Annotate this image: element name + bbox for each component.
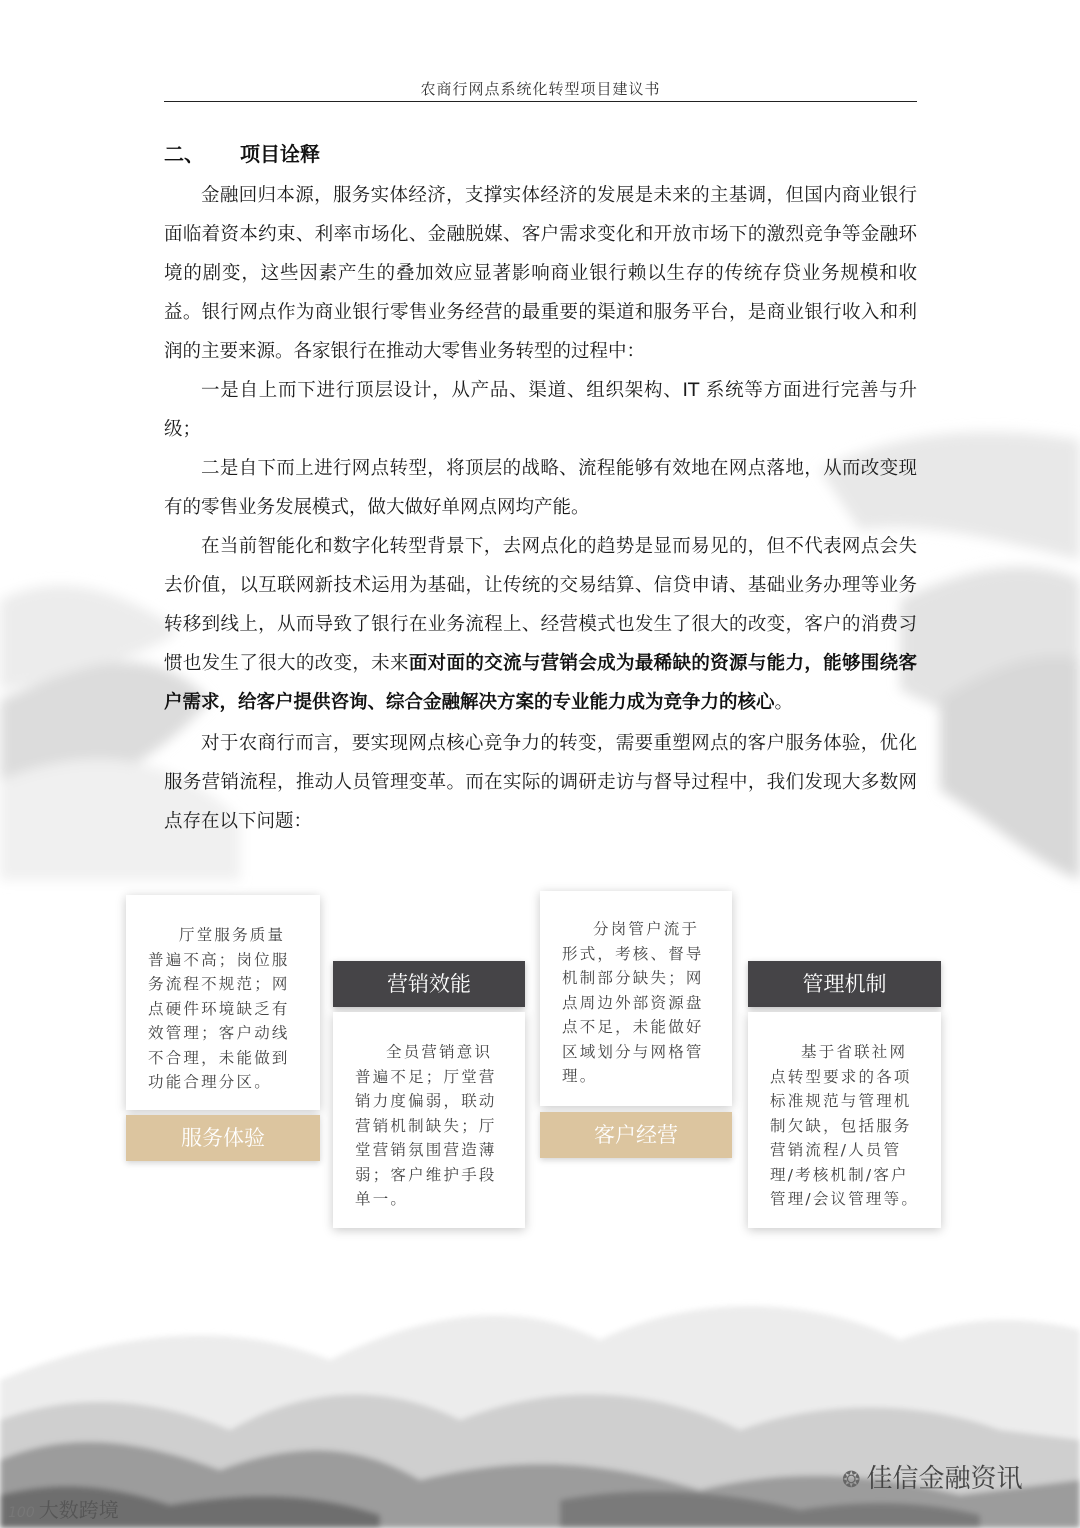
paragraph-4 bbox=[164, 527, 917, 722]
issue-card-service-experience: 厅堂服务质量普遍不高；岗位服务流程不规范；网点硬件环境缺乏有效管理；客户动线不合理，未能做到功能合理分区。 bbox=[126, 895, 320, 1110]
watermark-left-text: 大数跨境 bbox=[38, 1498, 119, 1522]
document-header-title: 农商行网点系统化转型项目建议书 bbox=[420, 80, 661, 98]
section-title: 项目诠释 bbox=[240, 142, 320, 166]
section-number: 二、 bbox=[164, 142, 204, 166]
paragraph-3: 二是自下而上进行网点转型，将顶层的战略、流程能够有效地在网点落地，从而改变现有的零售业务发展模式，做大做好单网点网均产能。 bbox=[164, 458, 917, 518]
paragraph-4-end: 。 bbox=[774, 692, 794, 713]
paragraph-4-text: 在当前智能化和数字化转型背景下，去网点化的趋势是显而易见的，但不代表网点会失去价值，以互联网新技术运用为基础，让传统的交易结算、信贷申请、基础业务办理等业务转移到线上，从而导致了银行在业务流程上、经营模式也发生了很大的改变，客户的消费习惯也发生了很大的改变，未来 bbox=[164, 536, 917, 674]
source-watermark bbox=[8, 1494, 119, 1523]
paragraph-4-emphasis: 面对面的交流与营销会成为最稀缺的资源与能力，能够围绕客户需求，给客户提供咨询、综合金融解决方案的专业能力成为竞争力的核心 bbox=[164, 653, 917, 713]
label-customer-operation: 客户经营 bbox=[540, 1112, 732, 1158]
watermark-right-text: 佳信金融资讯 bbox=[866, 1464, 1023, 1494]
label-management-mechanism: 管理机制 bbox=[748, 961, 941, 1007]
label-service-experience: 服务体验 bbox=[126, 1115, 320, 1161]
issue-card-marketing-efficiency: 全员营销意识普遍不足；厅堂营销力度偏弱，联动营销机制缺失；厅堂营销氛围营造薄弱；客户维护手段单一。 bbox=[333, 1012, 525, 1228]
issue-card-customer-operation: 分岗管户流于形式，考核、督导机制部分缺失；网点周边外部资源盘点不足，未能做好区域划分与网格管理。 bbox=[540, 891, 732, 1106]
paragraph-5: 对于农商行而言，要实现网点核心竞争力的转变，需要重塑网点的客户服务体验，优化服务营销流程，推动人员管理变革。而在实际的调研走访与督导过程中，我们发现大多数网点存在以下问题： bbox=[164, 733, 917, 832]
wechat-watermark bbox=[842, 1458, 1022, 1495]
wechat-icon: ❂ bbox=[842, 1468, 861, 1493]
source-logo-icon: 100 bbox=[8, 1505, 35, 1521]
header-divider bbox=[164, 101, 917, 102]
section-heading bbox=[164, 138, 320, 167]
label-marketing-efficiency: 营销效能 bbox=[333, 961, 525, 1007]
paragraph-2: 一是自上而下进行顶层设计，从产品、渠道、组织架构、IT 系统等方面进行完善与升级； bbox=[164, 380, 917, 440]
issue-card-management-mechanism: 基于省联社网点转型要求的各项标准规范与管理机制欠缺，包括服务营销流程/人员管理/考核机制/客户管理/会议管理等。 bbox=[748, 1012, 941, 1228]
paragraph-1: 金融回归本源，服务实体经济，支撑实体经济的发展是未来的主基调，但国内商业银行面临着资本约束、利率市场化、金融脱媒、客户需求变化和开放市场下的激烈竞争等金融环境的剧变，这些因素产生的叠加效应显著影响商业银行赖以生存的传统存贷业务规模和收益。银行网点作为商业银行零售业务经营的最重要的渠道和服务平台，是商业银行收入和利润的主要来源。各家银行在推动大零售业务转型的过程中： bbox=[164, 185, 917, 362]
